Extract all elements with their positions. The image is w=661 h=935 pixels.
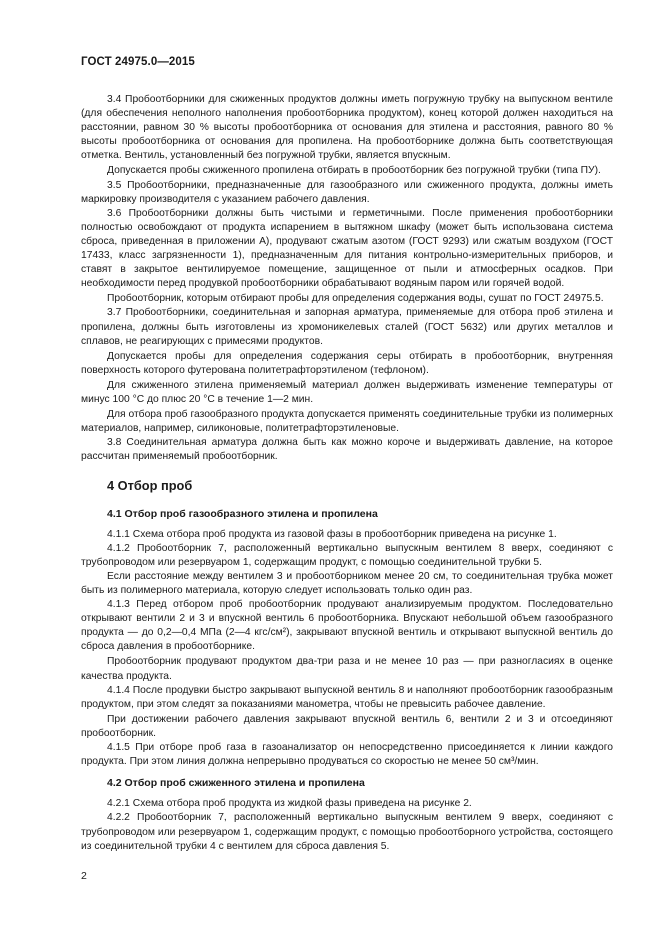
paragraph-3-6-note: Пробоотборник, которым отбирают пробы для определения содержания воды, сушат по ГОСТ 24975.5.: [107, 293, 604, 305]
subsection-4-2-heading: 4.2 Отбор проб сжиженного этилена и пропилена: [107, 777, 365, 790]
paragraph-4-1-5: 4.1.5 При отборе проб газа в газоанализатор он непосредственно присоединяется к линии каждого продукта. При этом линия должна непрерывно продуваться со скоростью не менее 50 см³/мин.: [81, 742, 613, 768]
paragraph-4-1-4-note: При достижении рабочего давления закрывают впускной вентиль 6, вентили 2 и 3 и отсоединяют пробоотборник.: [81, 713, 613, 739]
paragraph-4-1-2: 4.1.2 Пробоотборник 7, расположенный вертикально выпускным вентилем 8 вверх, соединяют с трубопроводом или резервуаром 1, содержащим продукт, с помощью соединительной трубки 5.: [81, 542, 613, 568]
paragraph-4-1-4: 4.1.4 После продувки быстро закрывают выпускной вентиль 8 и наполняют пробоотборник газообразным продуктом, при этом следят за показаниями манометра, чтобы не превысить рабочее давление.: [81, 684, 613, 710]
paragraph-3-5: 3.5 Пробоотборники, предназначенные для газообразного или сжиженного продукта, должны иметь маркировку производителя с указанием рабочего давления.: [81, 179, 613, 205]
document-body: [81, 93, 613, 854]
paragraph-3-4-note: Допускается пробы сжиженного пропилена отбирать в пробоотборник без погружной трубки (типа ПУ).: [107, 165, 601, 177]
page-number: 2: [81, 870, 87, 882]
section-4-heading: 4 Отбор проб: [107, 478, 193, 494]
paragraph-3-4: 3.4 Пробоотборники для сжиженных продуктов должны иметь погружную трубку на выпускном вентиле (для обеспечения неполного наполнения пробоотборника продуктом), конец которой должен находиться на расстоянии, равном 30 % высоты пробоотборника от основания для этилена и расстояния, равного 80 % высоты пробоотборника от основания для пропилена. На пробоотборнике должна быть соответствующая отметка. Вентиль, установленный без погружной трубки, является впускным.: [81, 94, 613, 162]
subsection-4-1-heading: 4.1 Отбор проб газообразного этилена и пропилена: [107, 507, 378, 520]
paragraph-3-7-tubes: Для отбора проб газообразного продукта допускается применять соединительные трубки из полимерных материалов, например, силиконовые, политетрафторэтиленовые.: [81, 409, 613, 435]
paragraph-4-1-2-note: Если расстояние между вентилем 3 и пробоотборником менее 20 см, то соединительная трубка может быть из полимерного материала, которую следует использовать только один раз.: [81, 570, 613, 596]
paragraph-3-8: 3.8 Соединительная арматура должна быть как можно короче и выдерживать давление, на которое рассчитан применяемый пробоотборник.: [81, 437, 613, 463]
paragraph-4-1-3-note: Пробоотборник продувают продуктом два-три раза и не менее 10 раз — при разногласиях в оценке качества продукта.: [81, 656, 613, 682]
paragraph-4-2-1: 4.2.1 Схема отбора проб продукта из жидкой фазы приведена на рисунке 2.: [107, 798, 472, 810]
paragraph-4-2-2: 4.2.2 Пробоотборник 7, расположенный вертикально выпускным вентилем 9 вверх, соединяют с трубопроводом или резервуаром 1, содержащим продукт, с помощью пробоотборного устройства, состоящего из соединительной трубки 4 с вентилем для сброса давления 5.: [81, 812, 613, 852]
paragraph-3-7: 3.7 Пробоотборники, соединительная и запорная арматура, применяемые для отбора проб этилена и пропилена, должны быть изготовлены из хромоникелевых сталей (ГОСТ 5632) или других металлов и сплавов, не реагирующих с примесями продуктов.: [81, 307, 613, 347]
paragraph-4-1-3: 4.1.3 Перед отбором проб пробоотборник продувают анализируемым продуктом. Последовательно открывают вентили 2 и 3 и впускной вентиль 6 пробоотборника. Впускают небольшой объем газообразного продукта — до 0,2—0,4 МПа (2—4 кгс/см²), закрывают впускной вентиль и открывают выпускной вентиль до сброса давления в пробоотборнике.: [81, 599, 613, 653]
paragraph-3-6: 3.6 Пробоотборники должны быть чистыми и герметичными. После применения пробоотборники полностью освобождают от продукта испарением в вытяжном шкафу (может быть использована система сброса, приведенная в приложении А), продувают сжатым азотом (ГОСТ 9293) или сжатым воздухом (ГОСТ 17433, класс загрязненности 1), предназначенным для питания контрольно-измерительных приборов, и ставят в закрытое вентилируемое помещение, защищенное от пыли и атмосферных осадков. При необходимости перед продувкой пробоотборники обрабатывают водяным паром или горячей водой.: [81, 207, 613, 290]
paragraph-3-7-ethylene: Для сжиженного этилена применяемый материал должен выдерживать изменение температуры от минус 100 °С до плюс 20 °С в течение 1—2 мин.: [81, 379, 613, 405]
paragraph-4-1-1: 4.1.1 Схема отбора проб продукта из газовой фазы в пробоотборник приведена на рисунке 1.: [107, 528, 557, 540]
paragraph-3-7-sulfur: Допускается пробы для определения содержания серы отбирать в пробоотборник, внутренняя поверхность которого футерована политетрафторэтиленом (тефлоном).: [81, 350, 613, 376]
document-header: ГОСТ 24975.0—2015: [81, 56, 195, 68]
